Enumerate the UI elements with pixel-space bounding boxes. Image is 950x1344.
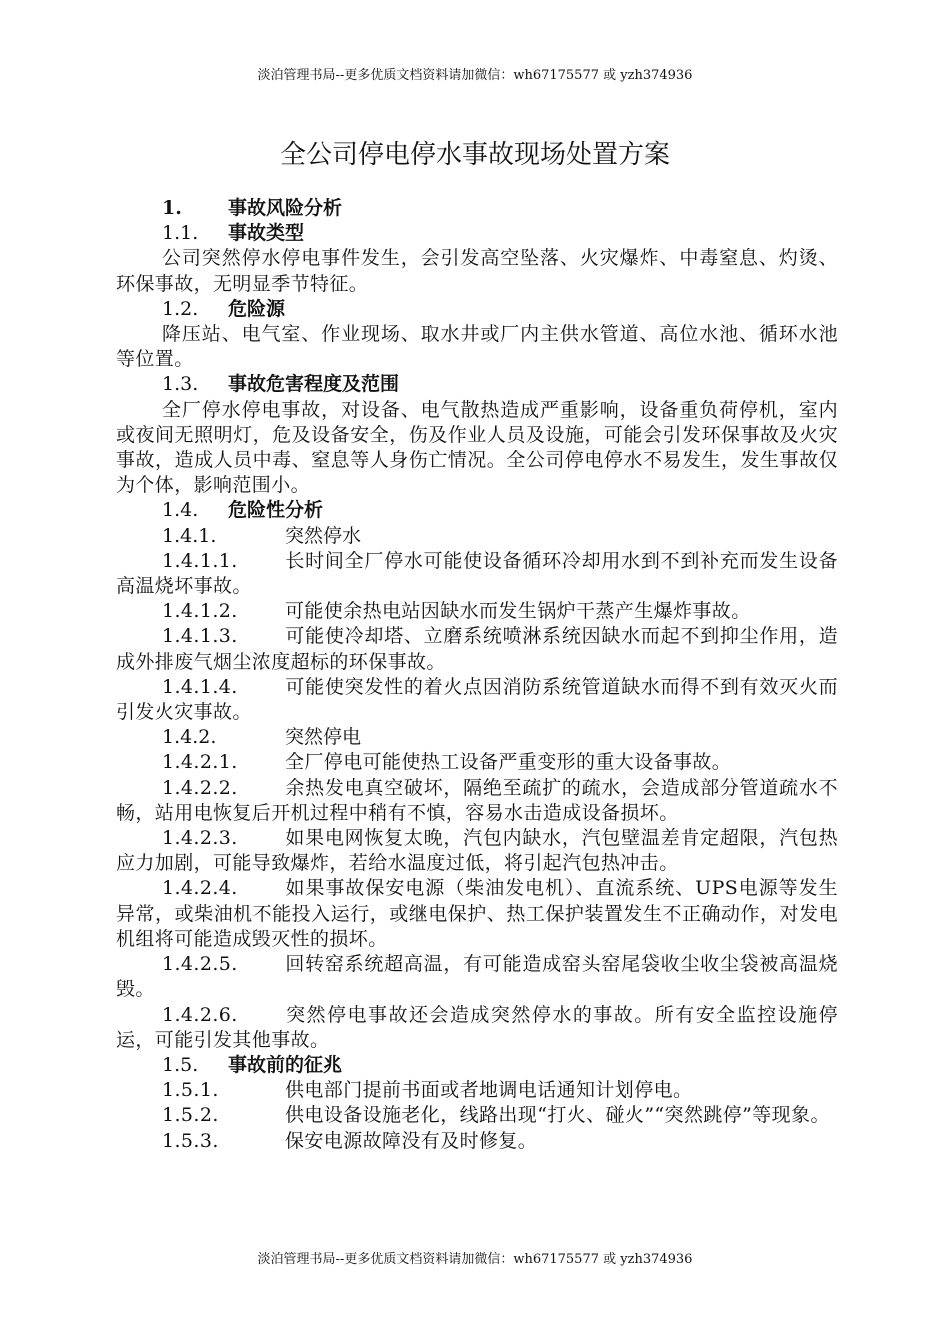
item-text: 可能使突发性的着火点因消防系统管道缺水而得不到有效灭火而引发火灾事故。 bbox=[116, 675, 838, 724]
item-text: 供电部门提前书面或者地调电话通知计划停电。 bbox=[285, 1079, 693, 1102]
list-item bbox=[116, 1103, 838, 1128]
heading-1-4 bbox=[116, 498, 838, 523]
item-number: 1.4.1.1. bbox=[162, 549, 238, 572]
item-text: 供电设备设施老化，线路出现“打火、碰火”“突然跳停”等现象。 bbox=[285, 1104, 830, 1127]
heading-1-4-1 bbox=[116, 524, 838, 549]
list-item bbox=[116, 952, 838, 1002]
item-text: 突然停电事故还会造成突然停水的事故。所有安全监控设施停运，可能引发其他事故。 bbox=[116, 1003, 838, 1051]
list-item bbox=[116, 624, 838, 674]
item-text: 如果电网恢复太晚，汽包内缺水，汽包壁温差肯定超限，汽包热应力加剧，可能导致爆炸，若给水温度过低，将引起汽包热冲击。 bbox=[116, 827, 838, 875]
paragraph: 全厂停水停电事故，对设备、电气散热造成严重影响，设备重负荷停机，室内或夜间无照明灯，危及设备安全，伤及作业人员及设施，可能会引发环保事故及火灾事故，造成人员中毒、窒息等人身伤亡情况。全公司停电停水不易发生，发生事故仅为个体，影响范围小。 bbox=[116, 398, 838, 497]
item-number: 1.4.2.6. bbox=[162, 1003, 238, 1026]
item-number: 1.4.1.2. bbox=[162, 600, 238, 623]
list-item bbox=[116, 1003, 838, 1053]
item-number: 1.4.1.4. bbox=[162, 675, 238, 698]
heading-1-4-2 bbox=[116, 725, 838, 750]
heading-number: 1.5. bbox=[162, 1053, 199, 1076]
heading-number: 1. bbox=[162, 197, 182, 219]
list-item bbox=[116, 549, 838, 599]
list-item bbox=[116, 675, 838, 725]
document-body bbox=[116, 196, 838, 1154]
item-number: 1.5.1. bbox=[162, 1079, 219, 1102]
page-header: 淡泊管理书局--更多优质文档资料请加微信：wh67175577 或 yzh374936 bbox=[257, 68, 693, 83]
item-number: 1.4.2.5. bbox=[162, 953, 238, 976]
list-item bbox=[116, 1078, 838, 1103]
heading-number: 1.4.2. bbox=[162, 726, 217, 749]
heading-1-5 bbox=[116, 1053, 838, 1078]
heading-number: 1.4.1. bbox=[162, 524, 217, 547]
list-item bbox=[116, 776, 838, 826]
heading-number: 1.1. bbox=[162, 222, 199, 245]
item-number: 1.5.2. bbox=[162, 1104, 219, 1127]
paragraph: 公司突然停水停电事件发生，会引发高空坠落、火灾爆炸、中毒窒息、灼烫、环保事故，无明显季节特征。 bbox=[116, 247, 838, 295]
item-text: 保安电源故障没有及时修复。 bbox=[285, 1129, 538, 1152]
item-text: 可能使余热电站因缺水而发生锅炉干蒸产生爆炸事故。 bbox=[285, 600, 751, 623]
document-title: 全公司停电停水事故现场处置方案 bbox=[279, 140, 670, 170]
item-text: 如果事故保安电源（柴油发电机）、直流系统、UPS电源等发生异常，或柴油机不能投入运行，或继电保护、热工保护装置发生不正确动作，对发电机组将可能造成毁灭性的损坏。 bbox=[116, 877, 838, 950]
item-text: 余热发电真空破坏，隔绝至疏扩的疏水，会造成部分管道疏水不畅，站用电恢复后开机过程中稍有不慎，容易水击造成设备损坏。 bbox=[116, 776, 838, 824]
page-footer: 淡泊管理书局--更多优质文档资料请加微信：wh67175577 或 yzh374936 bbox=[257, 1252, 693, 1267]
item-number: 1.4.2.2. bbox=[162, 776, 238, 799]
item-text: 全厂停电可能使热工设备严重变形的重大设备事故。 bbox=[285, 751, 732, 774]
heading-number: 1.2. bbox=[162, 297, 199, 320]
item-number: 1.4.2.4. bbox=[162, 877, 238, 900]
heading-1-3 bbox=[116, 372, 838, 397]
list-item bbox=[116, 750, 838, 775]
list-item bbox=[116, 599, 838, 624]
heading-text: 突然停水 bbox=[285, 524, 362, 547]
heading-1-1 bbox=[116, 221, 838, 246]
heading-1-2 bbox=[116, 297, 838, 322]
heading-text: 突然停电 bbox=[285, 726, 362, 749]
heading-number: 1.3. bbox=[162, 373, 199, 396]
item-number: 1.4.2.1. bbox=[162, 751, 238, 774]
list-item bbox=[116, 876, 838, 952]
item-text: 回转窑系统超高温，有可能造成窑头窑尾袋收尘收尘袋被高温烧毁。 bbox=[116, 953, 838, 1001]
heading-text: 事故前的征兆 bbox=[228, 1053, 343, 1076]
item-number: 1.4.1.3. bbox=[162, 625, 238, 648]
item-text: 可能使冷却塔、立磨系统喷淋系统因缺水而起不到抑尘作用，造成外排废气烟尘浓度超标的环保事故。 bbox=[116, 625, 838, 673]
paragraph: 降压站、电气室、作业现场、取水井或厂内主供水管道、高位水池、循环水池等位置。 bbox=[116, 323, 838, 371]
list-item bbox=[116, 826, 838, 876]
item-number: 1.5.3. bbox=[162, 1129, 219, 1152]
heading-text: 危险性分析 bbox=[228, 499, 324, 522]
heading-number: 1.4. bbox=[162, 499, 199, 522]
heading-1 bbox=[116, 196, 838, 221]
heading-text: 危险源 bbox=[228, 297, 286, 320]
item-text: 长时间全厂停水可能使设备循环冷却用水到不到补充而发生设备高温烧坏事故。 bbox=[116, 549, 838, 598]
heading-text: 事故危害程度及范围 bbox=[228, 373, 400, 396]
list-item bbox=[116, 1129, 838, 1154]
item-number: 1.4.2.3. bbox=[162, 827, 238, 850]
heading-text: 事故风险分析 bbox=[228, 197, 343, 219]
heading-text: 事故类型 bbox=[228, 222, 305, 245]
